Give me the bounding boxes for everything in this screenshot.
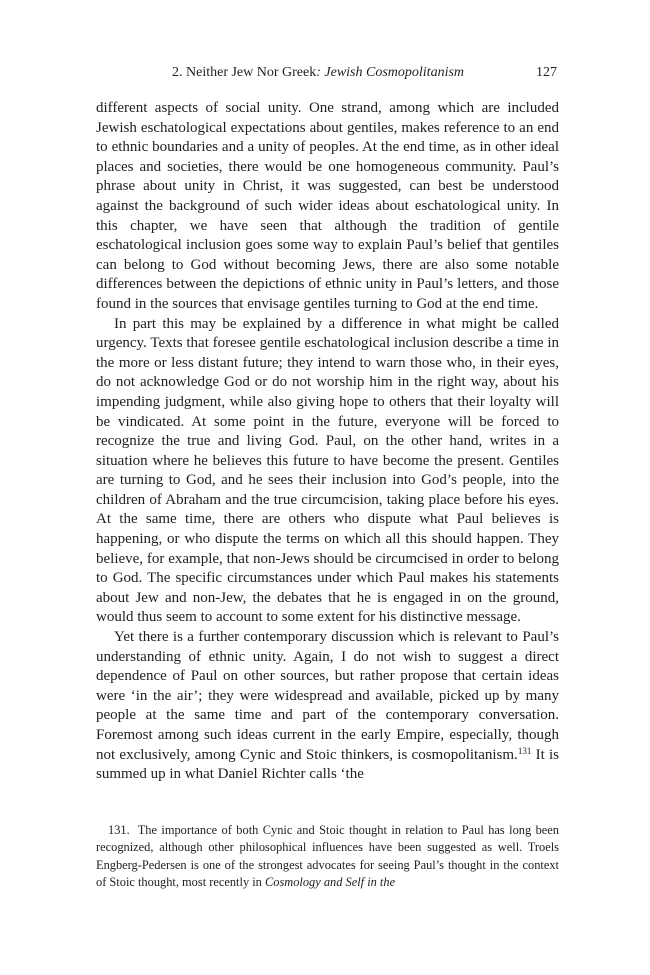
chapter-subtitle: : Jewish Cosmopolitanism [316,65,465,80]
page-number: 127 [536,65,557,80]
chapter-title: 2. Neither Jew Nor Greek [172,65,317,80]
paragraph-text-after-note: It is summed up in what Daniel Richter calls ‘the [96,746,559,783]
body-text [96,99,559,785]
page [96,62,559,785]
footnote-131 [96,822,559,892]
footnote-text: The importance of both Cynic and Stoic thought in relation to Paul has long been recognized, although other philosophical influences have been suggested as well. Troels Engberg-Pedersen is one of the strongest advocates for seeing Paul’s thought in the context of Stoic thought, most recently in [96,823,559,890]
footnote-book-title: Cosmology and Self in the [264,875,396,890]
body-paragraph-1: different aspects of social unity. One strand, among which are included Jewish eschatological expectations about gentiles, makes reference to an end to ethnic boundaries and a unity of peoples. At the end time, as in other ideal places and societies, there would be one homogeneous community. Paul’s phrase about unity in Christ, it was suggested, can best be understood against the background of such wider ideas about eschatological unity. In this chapter, we have seen that although the tradition of gentile eschatological inclusion goes some way to explain Paul’s belief that gentiles can belong to God without becoming Jews, there are also some notable differences between the depictions of ethnic unity in Paul’s letters, and those found in the sources that envisage gentiles turning to God at the end time. [96,100,559,312]
body-paragraph-2: In part this may be explained by a difference in what might be called urgency. Texts that foresee gentile eschatological inclusion describe a time in the more or less distant future; they intend to warn those who, in their eyes, do not acknowledge God or do not worship him in the right way, about his impending judgment, while also giving hope to others that their loyalty will be vindicated. At some point in the future, everyone will be forced to recognize the true and living God. Paul, on the other hand, writes in a situation where he believes this future to have become the present. Gentiles are turning to God, and he sees their inclusion into God’s people, into the children of Abraham and the true circumcision, taking place before his eyes. At the same time, there are others who dispute what Paul believes is happening, or who dispute the terms on which all this should happen. They believe, for example, that non-Jews should be circumcised in order to belong to God. The specific circumstances under which Paul makes his statements about Jew and non-Jew, the debates that he is engaged in on the ground, would thus seem to account to some extent for his distinctive message. [96,315,559,626]
running-head [96,62,559,84]
footnotes [96,822,559,892]
paragraph-text-before-note: Yet there is a further contemporary discussion which is relevant to Paul’s understanding of ethnic unity. Again, I do not wish to suggest a direct dependence of Paul on other sources, but rather propose that certain ideas were ‘in the air’; they were widespread and available, picked up by many people at the same time and part of the contemporary conversation. Foremost among such ideas current in the early Empire, especially, though not exclusively, among Cynic and Stoic thinkers, is cosmopolitanism. [96,629,559,763]
footnote-reference-131[interactable]: 131 [517,745,532,756]
body-paragraph-3 [96,628,559,785]
footnote-number: 131. [108,823,130,837]
running-head-title [172,62,464,84]
